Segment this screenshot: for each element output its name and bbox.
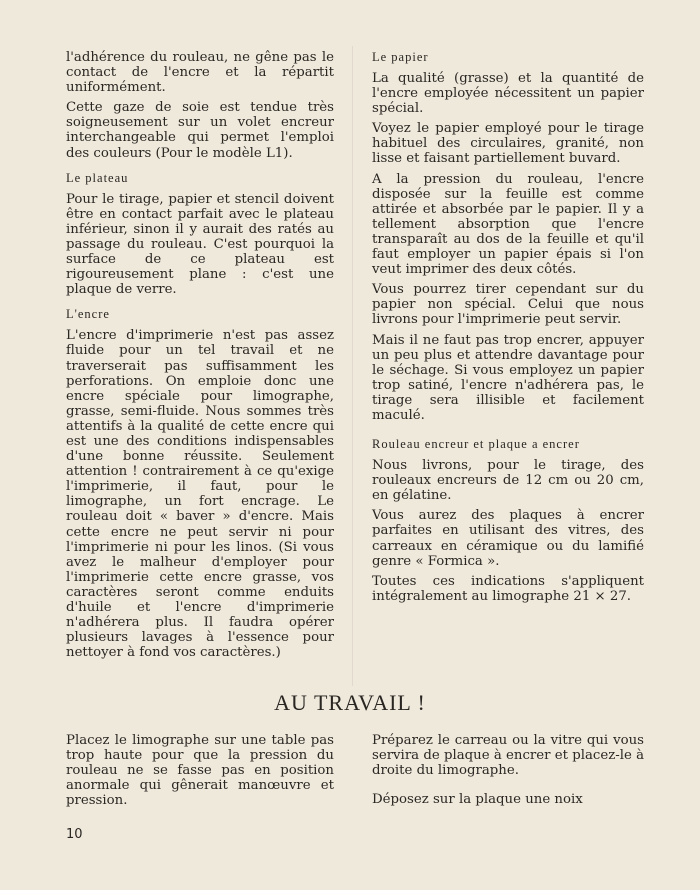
encre-paragraph: L'encre d'imprimerie n'est pas assez fluide pour un tel travail et ne traverserait pas suffisamment les perforations. On emploie donc une encre spéciale pour limographe, grasse, semi-fluide. Nous sommes très attentifs à la qualité de cette encre qui est une des conditions indispensables d'une bonne réussite. Seulement attention ! contrairement à ce qu'exige l'imprimerie, il faut, pour le limographe, un fort encrage. Le rouleau doit « baver » d'encre. Mais cette encre ne peut servir ni pour l'imprimerie ni pour les linos. (Si vous avez le malheur d'employer pour l'imprimerie cette encre grasse, vos caractères seront comme enduits d'huile et l'encre d'imprimerie n'adhérera plus. Il faudra opérer plusieurs lavages à l'essence pour nettoyer à fond vos caractères.) — [66, 328, 334, 661]
section-heading-rouleau: Rouleau encreur et plaque a encrer — [372, 437, 580, 452]
page-number: 10 — [66, 827, 83, 842]
papier-paragraph-2: Voyez le papier employé pour le tirage habituel des circulaires, granité, non lisse et faisant partiellement buvard. — [372, 121, 644, 167]
section-heading-plateau: Le plateau — [66, 170, 129, 185]
right-column — [372, 50, 644, 604]
papier-paragraph-5: Mais il ne faut pas trop encrer, appuyer un peu plus et attendre davantage pour le séchage. Si vous employez un papier trop satiné, l'encre n'adhérera pas, le tirage sera illisible et facilement maculé. — [372, 332, 644, 423]
section-heading-encre: L'encre — [66, 307, 110, 322]
section-title: AU TRAVAIL ! — [274, 690, 426, 715]
column-divider — [352, 46, 353, 686]
left-paragraph-2: Cette gaze de soie est tendue très soigneusement sur un volet encreur interchangeable qui permet l'emploi des couleurs (Pour le modèle L1). — [66, 100, 334, 161]
plateau-paragraph: Pour le tirage, papier et stencil doivent être en contact parfait avec le plateau inférieur, sinon il y aurait des ratés au passage du rouleau. C'est pourquoi la surface de ce plateau est rigoureusement plane : c'est une plaque de verre. — [66, 191, 334, 298]
travail-paragraph-left: Placez le limographe sur une table pas trop haute pour que la pression du rouleau ne se fasse pas en position anormale qui gênerait manœuvre et pression. — [66, 733, 334, 809]
left-column — [66, 50, 334, 660]
left-paragraph-1: l'adhérence du rouleau, ne gêne pas le contact de l'encre et la répartit uniformément. — [66, 50, 334, 96]
rouleau-paragraph-1: Nous livrons, pour le tirage, des rouleaux encreurs de 12 cm ou 20 cm, en gélatine. — [372, 458, 644, 504]
rouleau-paragraph-2: Vous aurez des plaques à encrer parfaites en utilisant des vitres, des carreaux en céramique ou du lamifié genre « Formica ». — [372, 508, 644, 569]
bottom-right-column — [372, 733, 644, 812]
travail-paragraph-right-2: Déposez sur la plaque une noix — [372, 792, 583, 808]
papier-paragraph-4: Vous pourrez tirer cependant sur du papier non spécial. Celui que nous livrons pour l'imprimerie peut servir. — [372, 282, 644, 328]
bottom-left-column — [66, 733, 334, 813]
section-heading-papier: Le papier — [372, 50, 429, 64]
rouleau-paragraph-3: Toutes ces indications s'appliquent intégralement au limographe 21 × 27. — [372, 573, 644, 604]
papier-paragraph-1: La qualité (grasse) et la quantité de l'encre employée nécessitent un papier spécial. — [372, 71, 644, 117]
papier-paragraph-3: A la pression du rouleau, l'encre disposée sur la feuille est comme attirée et absorbée par le papier. Il y a tellement absorption que l'encre transparaît au dos de la feuille et qu'il faut employer un papier épais si l'on veut imprimer des deux côtés. — [372, 171, 644, 278]
travail-paragraph-right-1: Préparez le carreau ou la vitre qui vous servira de plaque à encrer et placez-le à droite du limographe. — [372, 733, 644, 779]
